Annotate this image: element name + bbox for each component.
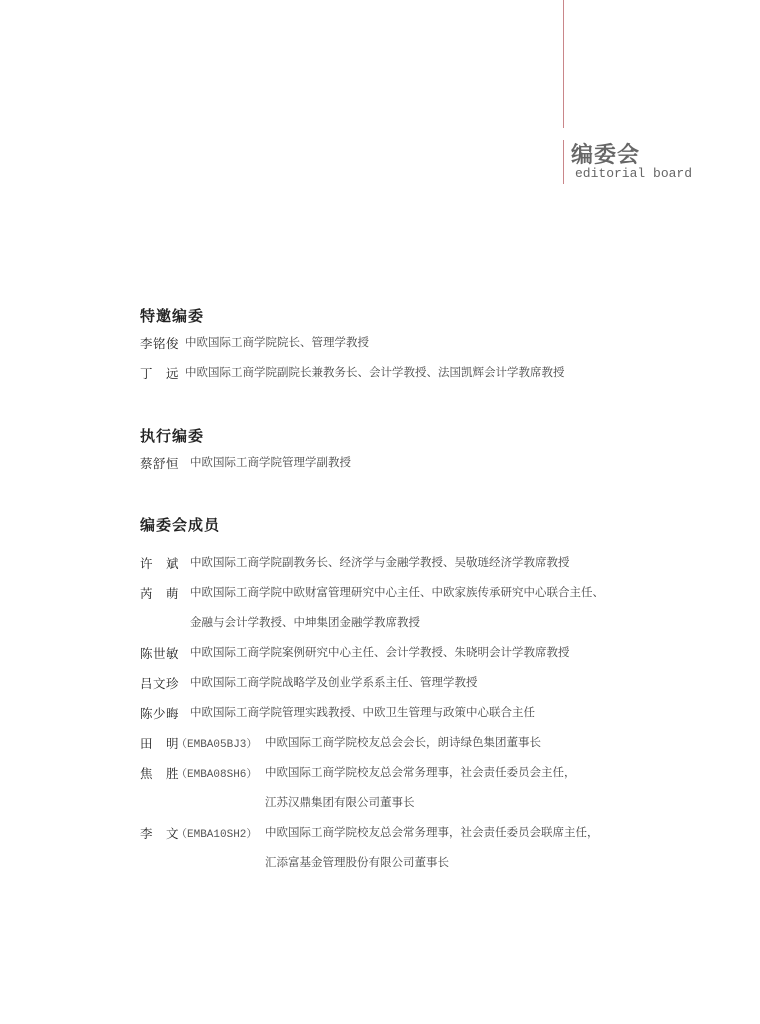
member-class-code: （EMBA08SH6） — [176, 769, 258, 781]
section-heading-special: 特邀编委 — [140, 307, 205, 325]
section-heading-board: 编委会成员 — [140, 516, 221, 534]
member-desc-continued: 金融与会计学教授、中坤集团金融学教席教授 — [190, 615, 420, 629]
member-desc: 中欧国际工商学院战略学及创业学系系主任、管理学教授 — [190, 675, 478, 689]
member-desc: 中欧国际工商学院校友总会常务理事，社会责任委员会联席主任， — [265, 825, 599, 839]
member-desc: 中欧国际工商学院管理实践教授、中欧卫生管理与政策中心联合主任 — [190, 705, 535, 719]
member-desc: 中欧国际工商学院院长、管理学教授 — [185, 335, 369, 349]
divider-line-bottom — [563, 140, 564, 184]
member-desc: 中欧国际工商学院校友总会会长，朗诗绿色集团董事长 — [265, 735, 541, 749]
member-desc-continued: 江苏汉鼎集团有限公司董事长 — [265, 795, 415, 809]
member-name: 许 斌 — [140, 556, 180, 571]
member-name: 蔡舒恒 — [140, 456, 180, 471]
member-name: 李 文 — [140, 826, 180, 841]
divider-line-top — [563, 0, 564, 128]
section-heading-executive: 执行编委 — [140, 427, 205, 445]
member-name: 芮 萌 — [140, 586, 180, 601]
member-name: 吕文珍 — [140, 676, 180, 691]
member-desc-continued: 汇添富基金管理股份有限公司董事长 — [265, 855, 449, 869]
member-desc: 中欧国际工商学院案例研究中心主任、会计学教授、朱晓明会计学教席教授 — [190, 645, 570, 659]
member-name: 田 明 — [140, 736, 180, 751]
member-desc: 中欧国际工商学院副院长兼教务长、会计学教授、法国凯辉会计学教席教授 — [185, 365, 565, 379]
member-class-code: （EMBA05BJ3） — [176, 739, 258, 751]
member-desc: 中欧国际工商学院管理学副教授 — [190, 455, 351, 469]
member-class-code: （EMBA10SH2） — [176, 829, 258, 841]
member-desc: 中欧国际工商学院校友总会常务理事，社会责任委员会主任， — [265, 765, 576, 779]
member-name: 李铭俊 — [140, 336, 180, 351]
member-name: 丁 远 — [140, 366, 180, 381]
page-subtitle: editorial board — [575, 166, 693, 181]
member-desc: 中欧国际工商学院中欧财富管理研究中心主任、中欧家族传承研究中心联合主任、 — [190, 585, 604, 599]
member-name: 陈少晦 — [140, 706, 180, 721]
page-title: 编委会 — [571, 142, 641, 168]
member-name: 焦 胜 — [140, 766, 180, 781]
member-desc: 中欧国际工商学院副教务长、经济学与金融学教授、吴敬琏经济学教席教授 — [190, 555, 570, 569]
member-name: 陈世敏 — [140, 646, 180, 661]
